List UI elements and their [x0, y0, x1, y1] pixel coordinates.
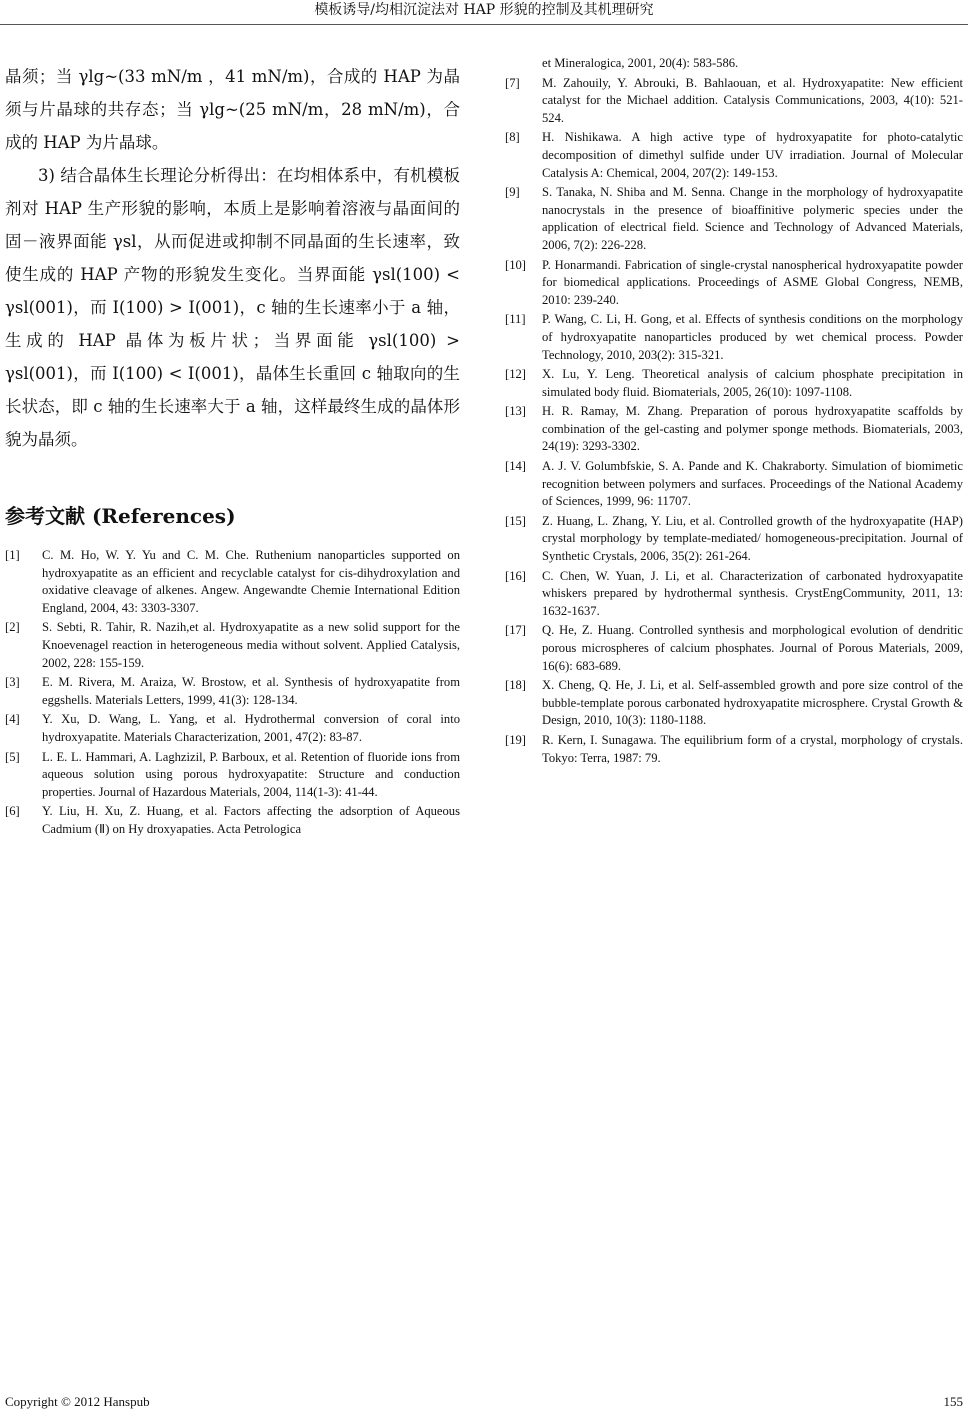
reference-continuation: et Mineralogica, 2001, 20(4): 583-586. [542, 56, 739, 70]
reference-text: Y. Xu, D. Wang, L. Yang, et al. Hydrothermal conversion of coral into hydroxyapatite. Materials Characterization, 2001, 47(2): 83-87. [42, 712, 460, 744]
reference-item [505, 184, 963, 254]
reference-number: [18] [505, 678, 526, 693]
reference-number: [10] [505, 257, 526, 272]
reference-number: [14] [505, 459, 526, 474]
reference-text: L. E. L. Hammari, A. Laghzizil, P. Barboux, et al. Retention of fluoride ions from aqueous solution using porous hydroxyapatite: Structure and conduction properties. Journal of Hazardous Materials, 2004, 114(1-3): 41-44. [42, 749, 460, 799]
reference-number: [3] [5, 675, 20, 690]
reference-number: [11] [505, 312, 526, 327]
reference-number: [15] [505, 513, 526, 528]
reference-text: X. Lu, Y. Leng. Theoretical analysis of calcium phosphate precipitation in simulated body fluid. Biomaterials, 2005, 26(10): 1097-1108. [542, 367, 963, 399]
right-column [505, 55, 963, 769]
reference-item [505, 403, 963, 456]
reference-item [5, 711, 460, 746]
reference-list-right [505, 75, 963, 768]
reference-item [505, 75, 963, 128]
reference-number: [19] [505, 732, 526, 747]
reference-item [505, 257, 963, 310]
references-heading: 参考文献 (References) [5, 504, 236, 528]
reference-text: H. Nishikawa. A high active type of hydroxyapatite for photo-catalytic decomposition of dimethyl sulfide under UV irradiation. Journal of Molecular Catalysis A: Chemical, 2004, 207(2): 149-153. [542, 130, 963, 180]
reference-item [505, 677, 963, 730]
reference-list-left [5, 547, 460, 839]
reference-text: M. Zahouily, Y. Abrouki, B. Bahlaouan, et al. Hydroxyapatite: New efficient catalyst for the Michael addition. Catalysis Communications, 2003, 4(10): 521-524. [542, 75, 963, 125]
reference-text: C. Chen, W. Yuan, J. Li, et al. Characterization of carbonated hydroxyapatite whiskers prepared by hydrothermal synthesis. CrystEngCommunity, 2011, 13: 1632-1637. [542, 568, 963, 618]
running-header: 模板诱导/均相沉淀法对 HAP 形貌的控制及其机理研究 [314, 2, 654, 18]
reference-number: [17] [505, 623, 526, 638]
reference-text: P. Honarmandi. Fabrication of single-crystal nanospherical hydroxyapatite powder for biomedical applications. Proceedings of ASME Global Congress, NEMB, 2010: 239-240. [542, 257, 963, 307]
reference-text: A. J. V. Golumbfskie, S. A. Pande and K. Chakraborty. Simulation of biomimetic recognition between polymers and surfaces. Proceedings of the National Academy of Sciences, 1999, 96: 11707. [542, 459, 963, 509]
reference-text: S. Tanaka, N. Shiba and M. Senna. Change in the morphology of hydroxyapatite nanocrystals in the presence of bioaffinitive polymeric species under the application of electrical field. Science and Technology of Advanced Materials, 2006, 7(2): 226-228. [542, 185, 963, 252]
reference-number: [8] [505, 130, 520, 145]
reference-number: [12] [505, 367, 526, 382]
reference-text: H. R. Ramay, M. Zhang. Preparation of porous hydroxyapatite scaffolds by combination of the gel-casting and polymer sponge methods. Biomaterials, 2003, 24(19): 3293-3302. [542, 404, 963, 454]
reference-text: Q. He, Z. Huang. Controlled synthesis and morphological evolution of dendritic porous microspheres of calcium phosphates. Journal of Porous Materials, 2009, 16(6): 683-689. [542, 623, 963, 673]
reference-text: Y. Liu, H. Xu, Z. Huang, et al. Factors affecting the adsorption of Aqueous Cadmium (Ⅱ) on Hy droxyapaties. Acta Petrologica [42, 804, 460, 836]
reference-text: R. Kern, I. Sunagawa. The equilibrium form of a crystal, morphology of crystals. Tokyo: Terra, 1987: 79. [542, 732, 963, 765]
reference-item [505, 732, 963, 767]
reference-item [505, 622, 963, 675]
reference-item [505, 458, 963, 511]
reference-item [505, 311, 963, 364]
reference-number: [2] [5, 620, 20, 635]
reference-number: [4] [5, 712, 20, 727]
reference-number: [13] [505, 404, 526, 419]
header-divider [0, 24, 968, 25]
left-column [5, 58, 460, 841]
copyright-footer: Copyright © 2012 Hanspub [5, 1394, 150, 1409]
page-number: 155 [943, 1394, 963, 1409]
reference-item [505, 129, 963, 182]
reference-text: X. Cheng, Q. He, J. Li, et al. Self-assembled growth and pore size control of the bubble-template porous carbonated hydroxyapatite microsphere. Crystal Growth & Design, 2010, 10(3): 1180-1188. [542, 678, 963, 728]
reference-text: P. Wang, C. Li, H. Gong, et al. Effects of synthesis conditions on the morphology of hydroxyapatite nanoparticles produced by wet chemical process. Powder Technology, 2010, 203(2): 315-321. [542, 312, 963, 362]
reference-item [5, 749, 460, 802]
reference-number: [1] [5, 548, 20, 562]
body-paragraph-2: 3) 结合晶体生长理论分析得出：在均相体系中，有机模板剂对 HAP 生产形貌的影响，本质上是影响着溶液与晶面间的固－液界面能 γsl，从而促进或抑制不同晶面的生长速率，致使生成的 HAP 产物的形貌发生变化。当界面能 γsl(100) < γsl(001)，而 I(100) > I(001)，c 轴的生长速率小于 a 轴，生成的 HAP 晶体为板片状；当界面能 γsl(100) > γsl(001)，而 I(100) < I(001)，晶体生长重回 c 轴取向的生长状态，即 c 轴的生长速率大于 a 轴，这样最终生成的晶体形貌为晶须。 [5, 166, 460, 449]
reference-item [5, 803, 460, 838]
reference-item [505, 513, 963, 566]
reference-text: Z. Huang, L. Zhang, Y. Liu, et al. Controlled growth of the hydroxyapatite (HAP) crystal morphology by template-mediated/ homogeneous-precipitation. Journal of Synthetic Crystals, 2006, 35(2): 261-264. [542, 513, 963, 564]
reference-item [5, 619, 460, 672]
reference-number: [7] [505, 75, 520, 90]
reference-text: E. M. Rivera, M. Araiza, W. Brostow, et al. Synthesis of hydroxyapatite from eggshells. Materials Letters, 1999, 41(3): 128-134. [42, 675, 460, 707]
reference-text: C. M. Ho, W. Y. Yu and C. M. Che. Ruthenium nanoparticles supported on hydroxyapatite as an efficient and recyclable catalyst for cis-dihydroxylation and oxidative cleavage of alkenes. Angew. Angewandte Chemie International Edition England, 2004, 43: 3303-3307. [42, 548, 460, 615]
reference-number: [5] [5, 749, 20, 764]
reference-text: S. Sebti, R. Tahir, R. Nazih,et al. Hydroxyapatite as a new solid support for the Knoevenagel reaction in heterogeneous media without solvent. Applied Catalysis, 2002, 228: 155-159. [42, 620, 460, 670]
reference-item [505, 366, 963, 401]
reference-number: [6] [5, 804, 20, 819]
reference-item [5, 674, 460, 709]
reference-item [5, 547, 460, 617]
body-paragraph-1: 晶须；当 γlg~(33 mN/m ，41 mN/m)，合成的 HAP 为晶须与片晶球的共存态；当 γlg~(25 mN/m，28 mN/m)，合成的 HAP 为片晶球。 [5, 67, 460, 152]
reference-number: [16] [505, 568, 526, 583]
reference-number: [9] [505, 185, 520, 200]
reference-item [505, 568, 963, 621]
